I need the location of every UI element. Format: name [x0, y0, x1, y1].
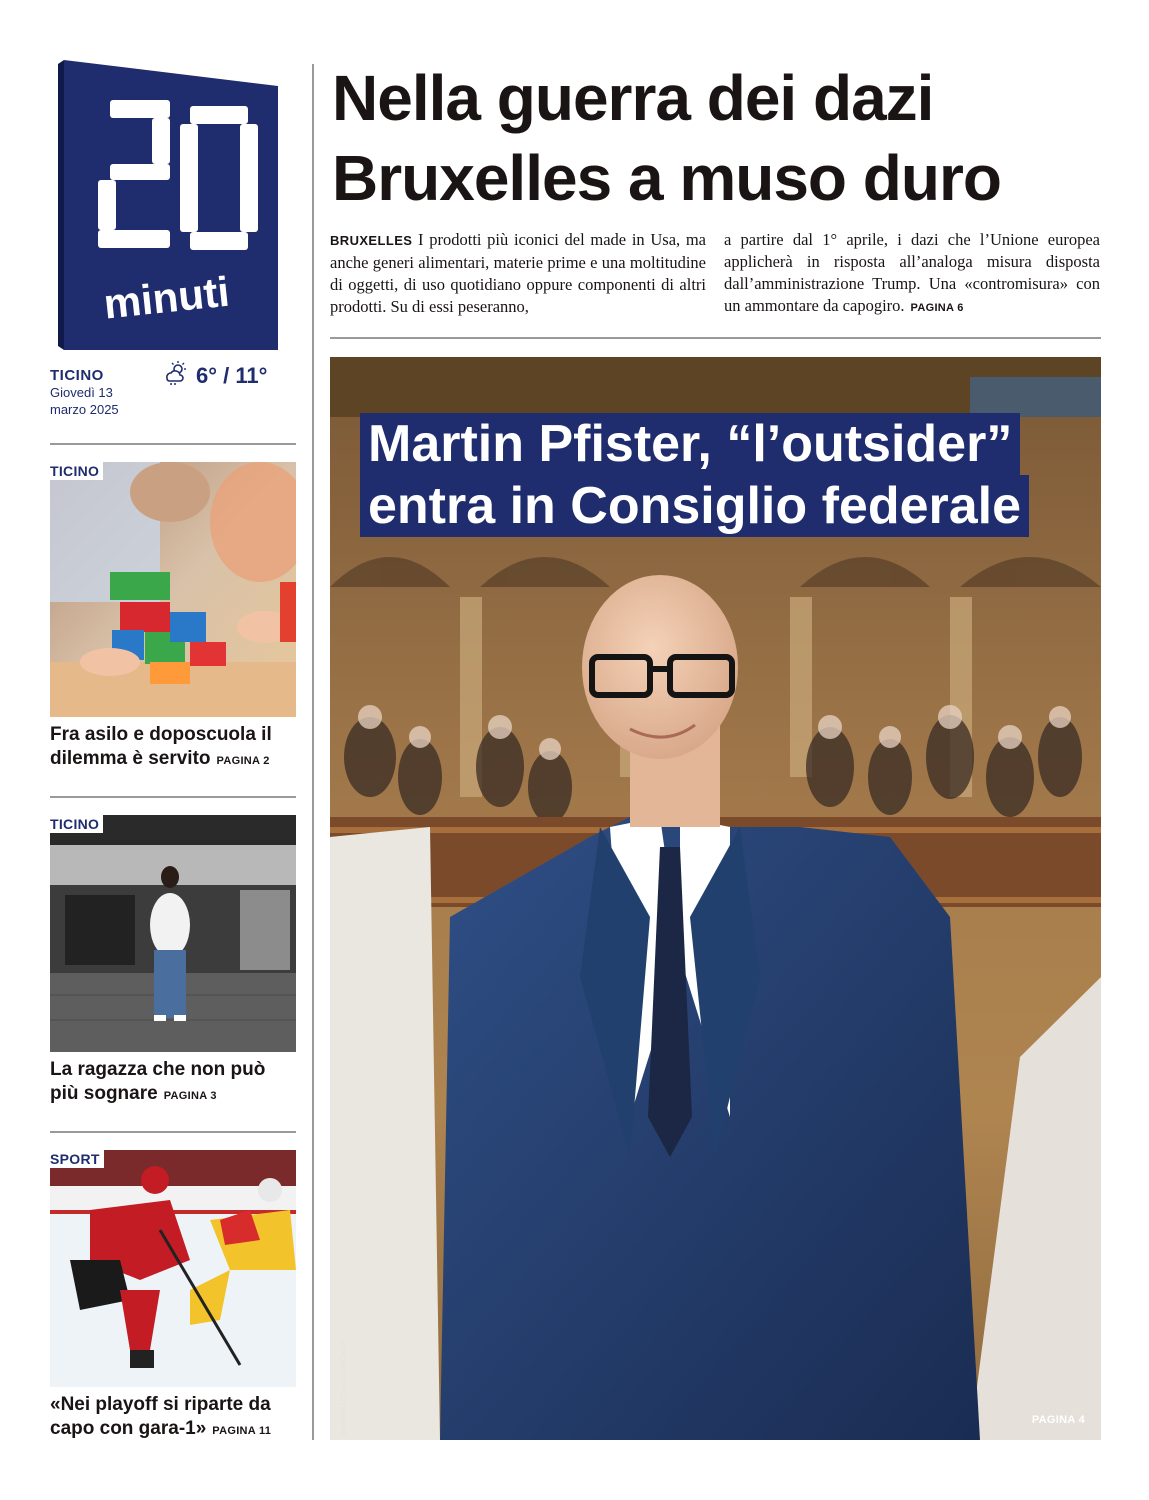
hero-headline-line2: entra in Consiglio federale: [360, 475, 1029, 537]
hero-photo-credit: 20MIN/MATTHIAS SPICHER: [341, 1341, 348, 1436]
lead-body: [330, 229, 1100, 319]
teaser-image-girl: [50, 815, 296, 1052]
teaser-tag: SPORT: [50, 1150, 104, 1168]
teaser-tag: TICINO: [50, 462, 103, 480]
masthead-logo[interactable]: [58, 60, 278, 350]
teaser-kindergarten[interactable]: [50, 462, 296, 773]
teaser-image-kindergarten: [50, 462, 296, 717]
teaser-headline[interactable]: [50, 1393, 296, 1443]
lead-headline-line2: Bruxelles a muso duro: [332, 142, 1001, 214]
teaser-image-hockey: [50, 1150, 296, 1387]
lead-kicker: BRUXELLES: [330, 233, 413, 248]
sidebar-divider: [50, 1131, 296, 1133]
teaser-page-ref: PAGINA 3: [163, 1090, 217, 1102]
teaser-headline[interactable]: [50, 1058, 296, 1108]
hero-headline-line1: Martin Pfister, “l’outsider”: [360, 413, 1020, 475]
lead-divider: [330, 337, 1101, 339]
edition-info: [50, 367, 119, 418]
lead-page-ref: PAGINA 6: [910, 302, 964, 314]
teaser-headline-text: «Nei playoff si riparte da capo con gara-1»: [50, 1394, 271, 1439]
lead-body-text2: a partire dal 1° aprile, i dazi che l’Unione europea applicherà in risposta all’analoga misura disposta dall’amministrazione Trump. Una «contromisura» con un ammontare da capogiro.: [724, 230, 1100, 315]
logo-graphic: [58, 60, 278, 350]
hero-headline[interactable]: [360, 413, 1080, 537]
weather-temperature: 6° / 11°: [196, 362, 268, 388]
teaser-page-ref: PAGINA 11: [212, 1425, 272, 1437]
cloud-sun-rain-icon: [162, 360, 188, 391]
column-divider: [312, 64, 314, 1440]
lead-headline-line1: Nella guerra dei dazi: [332, 62, 934, 134]
teaser-headline-text: La ragazza che non può più sognare: [50, 1059, 266, 1104]
lead-headline[interactable]: [332, 58, 1122, 218]
edition-date-line2: marzo 2025: [50, 402, 119, 417]
sidebar-divider: [50, 443, 296, 445]
lead-body-text1: I prodotti più iconici del made in Usa, ma anche generi alimentari, materie prime e una moltitudine di oggetti, di uso quotidiano oppure componenti di altri prodotti. Su di essi peseranno,: [330, 230, 706, 316]
teaser-girl[interactable]: [50, 815, 296, 1108]
sidebar-divider: [50, 796, 296, 798]
teaser-tag: TICINO: [50, 815, 103, 833]
lead-body-col1: [330, 229, 706, 319]
teaser-page-ref: PAGINA 2: [216, 755, 270, 767]
teaser-headline[interactable]: [50, 723, 296, 773]
edition-region: TICINO: [50, 367, 104, 384]
lead-body-col2: [724, 229, 1100, 319]
hero-story[interactable]: [330, 357, 1101, 1440]
teaser-headline-text: Fra asilo e doposcuola il dilemma è servito: [50, 724, 272, 769]
edition-date-line1: Giovedì 13: [50, 385, 113, 400]
weather-widget: [162, 360, 267, 391]
teaser-hockey[interactable]: [50, 1150, 296, 1443]
logo-word: minuti: [101, 267, 232, 328]
hero-page-ref: PAGINA 4: [1031, 1414, 1085, 1426]
